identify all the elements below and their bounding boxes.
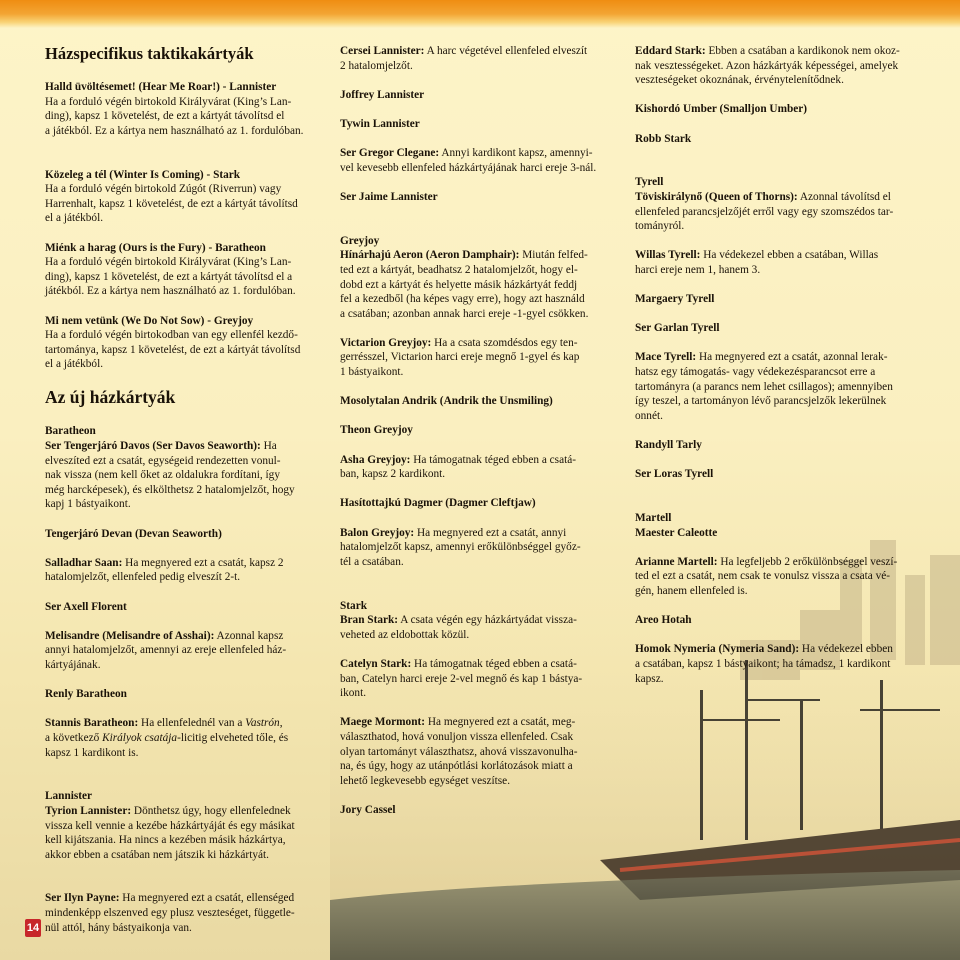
card-text: Ha a forduló végén birtokold Zúgót (Riverrun) vagy Harrenhalt, kapsz 1 követelést, de ezt a kártyát távolítsd el a játékból. bbox=[45, 183, 298, 225]
card-text: Ha védekezel ebben a csatában, Willas harci ereje nem 1, hanem 3. bbox=[635, 249, 879, 276]
card-text: Azonnal kapsz annyi hatalomjelzőt, amennyi az ereje ellenfeled ház- kártyájának. bbox=[45, 629, 287, 671]
card-text: Ha a forduló végén birtokold Királyvárat (King’s Lan- ding), kapsz 1 követelést, de ezt a kártyát távolítsd el a játékból. Ez a kártya nem használható az 1. fordulóban. bbox=[45, 256, 296, 298]
card-name: Asha Greyjoy: bbox=[340, 453, 411, 466]
card-name: Eddard Stark: bbox=[635, 45, 706, 57]
card-name: Jory Cassel bbox=[340, 803, 396, 816]
house-heading: Lannister bbox=[45, 790, 93, 803]
card-text-italic: Vastrón bbox=[245, 717, 280, 730]
house-heading: Baratheon bbox=[45, 425, 96, 438]
card-text: Ha megnyered ezt a csatát, kapsz 2 hatalomjelzőt, ellenfeled pedig elveszít 2-t. bbox=[45, 556, 284, 584]
card-text: Ha a forduló végén birtokodban van egy ellenfél kezdő- tartománya, kapsz 1 követelést, de ezt a kártyát távolítsd el a játékból. bbox=[45, 329, 301, 371]
column-1 bbox=[45, 44, 317, 950]
card-text: A csata végén egy házkártyádat vissza- veheted az eldobottak közül. bbox=[340, 614, 577, 641]
house-martell bbox=[635, 511, 909, 540]
section-subtitle: Az új házkártyák bbox=[45, 387, 176, 408]
section-title: Házspecifikus taktikakártyák bbox=[45, 44, 254, 63]
card-text: Ha elveszíted ezt a csatát, egységeid rendezetten vonul- nak vissza (nem kell őket az oldalukra fordítani, így még harcképesek), és elkölthetsz 2 hatalomjelzőt, hogy kapj 1 bástyaikont. bbox=[45, 440, 295, 511]
card-text: Ha támogatnak téged ebben a csatá- ban, kapsz 2 kardikont. bbox=[340, 453, 576, 481]
card-name: Arianne Martell: bbox=[635, 555, 718, 568]
card-name: Homok Nymeria (Nymeria Sand): bbox=[635, 643, 800, 656]
card-name: Tengerjáró Devan (Devan Seaworth) bbox=[45, 527, 222, 540]
card-name: Ser Axell Florent bbox=[45, 600, 127, 613]
card-text: Dönthetsz úgy, hogy ellenfelednek vissza kell vennie a kezébe házkártyáját és egy másikat kell kijátszania. Ha nincs a kezében másik házkártya, akkor ebben a csatában nem játszik ki házkártyát. bbox=[45, 804, 295, 861]
card-name: Stannis Baratheon: bbox=[45, 717, 139, 730]
house-heading: Greyjoy bbox=[340, 234, 380, 247]
card-text: Ha megnyered ezt a csatát, ellenséged mindenképp elszenved egy plusz veszteséget, függetle- nül attól, hány bástyaikonja van. bbox=[45, 892, 295, 934]
card-name: Ser Garlan Tyrell bbox=[635, 322, 720, 335]
card-text: Ha megnyered ezt a csatát, meg- választhatod, hová vonuljon vissza ellenfeled. Csak olyan tartományt választhatsz, ahová visszavonulha- na, és úgy, hogy az utánpótlási korlátozások miatt a lehető legkevesebb egységet veszítse. bbox=[340, 716, 578, 787]
card-name: Ser Tengerjáró Davos (Ser Davos Seaworth): bbox=[45, 440, 261, 453]
house-tyrell bbox=[635, 175, 909, 233]
card-text: Azonnal távolítsd el ellenfeled parancsjelzőjét erről vagy egy szomszédos tar- tományról. bbox=[635, 190, 894, 233]
card-text: Ha megnyered ezt a csatát, azonnal lerak- hatsz egy támogatás- vagy védekezésparancsot erre a tartományra (a parancs nem lehet csillagos); amennyiben így teszel, a tartományon lévő parancsjelzők lekerülnek onnét. bbox=[635, 351, 893, 422]
card-name: Cersei Lannister: bbox=[340, 45, 425, 57]
page-number: 14 bbox=[25, 919, 41, 937]
card-name: Theon Greyjoy bbox=[340, 424, 413, 437]
column-3 bbox=[635, 44, 909, 701]
card-text: Annyi kardikont kapsz, amennyi- vel kevesebb ellenfeled házkártyájának harci ereje 3-nál. bbox=[340, 147, 597, 174]
card-name: Mosolytalan Andrik (Andrik the Unsmiling) bbox=[340, 395, 553, 408]
card-name: Melisandre (Melisandre of Asshai): bbox=[45, 629, 215, 642]
card-name: Hasítottajkú Dagmer (Dagmer Cleftjaw) bbox=[340, 497, 536, 510]
card-name: Tywin Lannister bbox=[340, 117, 420, 130]
top-color-band bbox=[0, 0, 960, 28]
card-name: Joffrey Lannister bbox=[340, 88, 425, 101]
house-greyjoy bbox=[340, 234, 612, 322]
tactic-card-lannister bbox=[45, 80, 317, 138]
house-heading: Tyrell bbox=[635, 176, 664, 189]
house-baratheon bbox=[45, 424, 317, 512]
card-name: Halld üvöltésemet! (Hear Me Roar!) - Lannister bbox=[45, 81, 277, 93]
card-name: Victarion Greyjoy: bbox=[340, 336, 432, 349]
card-text: Ebben a csatában a kardikonok nem okoz- nak vesztességeket. Azon házkártyák képességei, amelyek veszteségeket okoznának, érvénytelenítődnek. bbox=[635, 45, 900, 87]
house-heading: Stark bbox=[340, 599, 367, 612]
card-name: Ser Jaime Lannister bbox=[340, 190, 438, 203]
card-text: Ha megnyered ezt a csatát, annyi hatalomjelzőt kapsz, amennyi erőkülönbséggel győz- tél a csatában. bbox=[340, 526, 581, 568]
card-text: -licitig elveheted tőle, és kapsz 1 kardikont is. bbox=[45, 731, 289, 759]
card-name: Balon Greyjoy: bbox=[340, 526, 415, 539]
card-name: Tyrion Lannister: bbox=[45, 804, 132, 817]
card-name: Robb Stark bbox=[635, 132, 692, 145]
card-name: Töviskirálynő (Queen of Thorns): bbox=[635, 190, 798, 203]
card-name: Salladhar Saan: bbox=[45, 556, 123, 569]
card-name: Kishordó Umber (Smalljon Umber) bbox=[635, 103, 808, 116]
card-name: Hínárhajú Aeron (Aeron Damphair): bbox=[340, 249, 520, 262]
card-text: Ha ellenfelednél van a bbox=[138, 717, 246, 730]
card-text: A harc végetével ellenfeled elveszít 2 hatalomjelzőt. bbox=[340, 45, 588, 72]
card-name: Mace Tyrell: bbox=[635, 351, 697, 364]
card-name: Miénk a harag (Ours is the Fury) - Baratheon bbox=[45, 241, 266, 254]
house-heading: Martell bbox=[635, 512, 672, 524]
card-name: Bran Stark: bbox=[340, 614, 399, 627]
card-text: Ha védekezel ebben a csatában, kapsz 1 bástyaikont; ha támadsz, 1 kardikont kapsz. bbox=[635, 643, 893, 685]
card-name: Areo Hotah bbox=[635, 614, 692, 627]
card-text: Ha támogatnak téged ebben a csatá- ban, Catelyn harci ereje 2-vel megnő és kap 1 bástya- ikont. bbox=[340, 657, 583, 700]
card-name: Maester Caleotte bbox=[635, 526, 718, 539]
card-text-italic: Királyok csatája bbox=[102, 731, 178, 744]
card-name: Renly Baratheon bbox=[45, 688, 127, 701]
card-name: Randyll Tarly bbox=[635, 439, 702, 452]
house-stark bbox=[340, 599, 612, 643]
column-2 bbox=[340, 44, 612, 832]
tactic-card-greyjoy bbox=[45, 314, 317, 372]
card-name: Willas Tyrell: bbox=[635, 249, 701, 262]
card-text: Ha a forduló végén birtokold Királyvárat (King’s Lan- ding), kapsz 1 követelést, de ezt a kártyát távolítsd el a játékból. Ez a kártya nem használható az 1. fordulóban. bbox=[45, 95, 304, 137]
card-name: Közeleg a tél (Winter Is Coming) - Stark bbox=[45, 168, 241, 181]
card-text: Ha a csata szomdésdos egy ten- gerrésszel, Victarion harci ereje megnő 1-gyel és kap 1 bástyaikont. bbox=[340, 336, 580, 379]
card-text: Miután felfed- ted ezt a kártyát, beadhatsz 2 hatalomjelzőt, hogy el- dobd ezt a kártyát és helyette másik házkártyát feddj fel a kezedből (ha képes vagy erre), hogy azt használd a csatában; azonban annak harci ereje -1-gyel csökken. bbox=[340, 249, 589, 320]
card-name: Maege Mormont: bbox=[340, 716, 426, 729]
card-name: Margaery Tyrell bbox=[635, 293, 715, 306]
card-text: , a következő bbox=[45, 717, 283, 744]
card-text: Ha legfeljebb 2 erőkülönbséggel veszí- ted el ezt a csatát, nem csak te vonulsz vissza a csata vé- gén, hanem ellenfeled is. bbox=[635, 555, 898, 597]
card-name: Catelyn Stark: bbox=[340, 657, 412, 670]
tactic-card-stark bbox=[45, 168, 317, 226]
card-name: Mi nem vetünk (We Do Not Sow) - Greyjoy bbox=[45, 314, 254, 327]
card-name: Ser Ilyn Payne: bbox=[45, 892, 120, 905]
house-lannister bbox=[45, 789, 317, 862]
tactic-card-baratheon bbox=[45, 241, 317, 299]
card-name: Ser Gregor Clegane: bbox=[340, 147, 440, 160]
card-name: Ser Loras Tyrell bbox=[635, 468, 714, 481]
